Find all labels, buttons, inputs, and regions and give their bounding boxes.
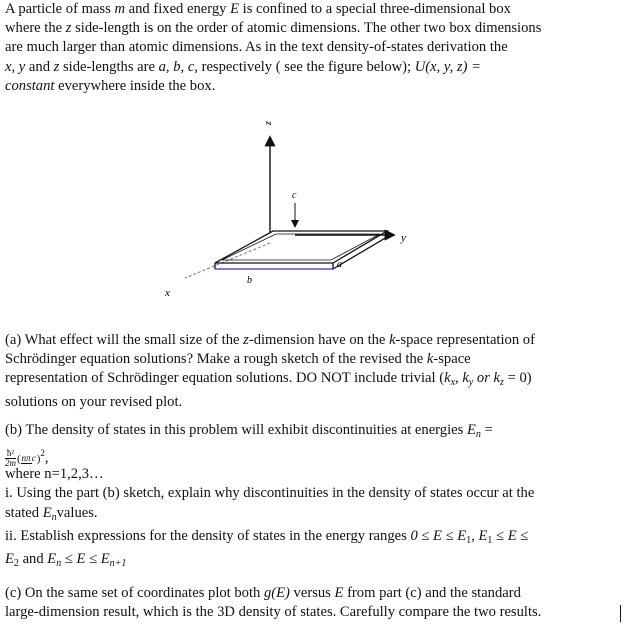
part-c-line-2: large-dimension result, which is the 3D density of states. Carefully compare the two results.: [5, 604, 542, 621]
y-axis-label: y: [401, 232, 406, 244]
x-axis: [185, 243, 270, 278]
part-b-line-4: i. Using the part (b) sketch, explain why discontinuities in the density of states occur at the: [5, 485, 535, 502]
part-b-line-1: (b) The density of states in this problem will exhibit discontinuities at energies $E_n$ =: [5, 422, 493, 440]
part-c-line-1: (c) On the same set of coordinates plot both g(E) versus E from part (c) and the standard: [5, 585, 521, 601]
z-axis-label: z: [263, 121, 274, 125]
part-a-line-4: solutions on your revised plot.: [5, 393, 183, 410]
box-figure: [165, 108, 425, 303]
part-a-line-1: (a) What effect will the small size of the z-dimension have on the k-space representation of: [5, 332, 535, 348]
problem-intro: [5, 0, 617, 96]
box-top-face: [215, 231, 387, 263]
part-c: [5, 584, 617, 622]
c-label: c: [292, 190, 297, 201]
intro-line-1: A particle of mass m and fixed energy E is confined to a special three-dimensional box: [5, 1, 511, 17]
part-b-line-5: stated $E_nvalues$.: [5, 504, 98, 523]
part-b-line-3: where n=1,2,3…: [5, 466, 104, 483]
x-axis-label: x: [165, 287, 170, 299]
intro-line-2: where the z side-length is on the order of atomic dimensions. The other two box dimensions: [5, 20, 542, 37]
intro-line-3: are much larger than atomic dimensions. As in the text density-of-states derivation the: [5, 39, 508, 56]
intro-line-4: x, y and z side-lengths are a, b, c, respectively ( see the figure below); U(x, y, z) =: [5, 58, 481, 75]
text-cursor: [620, 605, 621, 622]
a-label: a: [337, 259, 342, 270]
part-b-line-6: ii. Establish expressions for the density of states in the energy ranges $0 \le E \le E_1$, $E_1 \le E$ ≤: [5, 527, 529, 546]
box-inner-face: [222, 234, 380, 260]
energy-formula: $\frac{\text{ħ²}}{2m}(n\pi c)^2$,: [5, 448, 49, 469]
npi-over-c: nπc: [21, 453, 36, 464]
part-b: [5, 421, 617, 573]
part-a-line-2: Schrödinger equation solutions? Make a rough sketch of the revised the k-space: [5, 351, 471, 368]
intro-line-5: constant everywhere inside the box.: [5, 77, 216, 94]
part-a-line-3: representation of Schrödinger equation solutions. DO NOT include trivial ($k_x$, $k_y$ or $k_z = 0$): [5, 370, 532, 389]
part-b-line-7: $E_2$ and $E_n \le E \le E_{n+1}$: [5, 551, 127, 570]
b-label: b: [247, 275, 252, 286]
hbar-over-2m: $\frac{\text{ħ²}}{2m}$: [5, 448, 16, 469]
part-a: [5, 331, 617, 412]
